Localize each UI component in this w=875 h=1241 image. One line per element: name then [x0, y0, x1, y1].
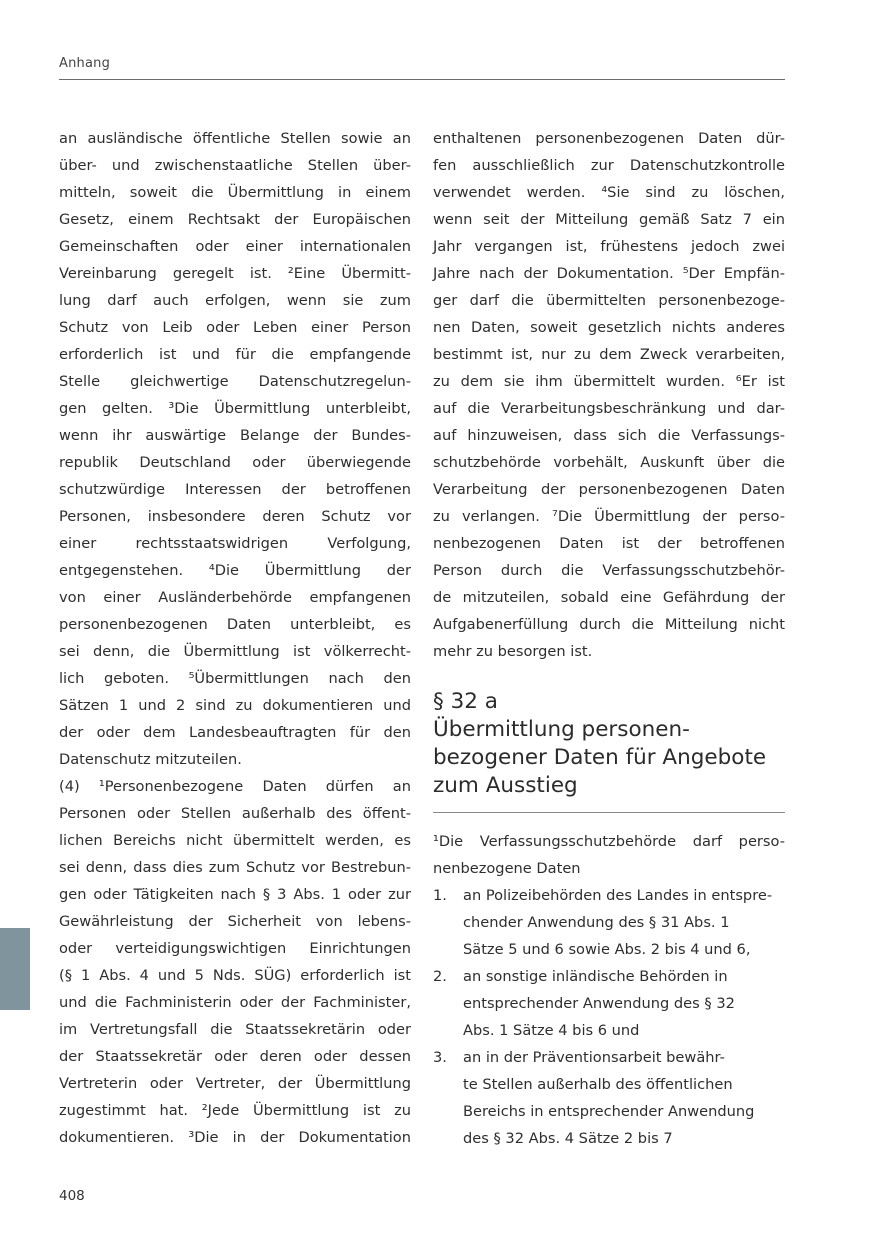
left-column — [59, 125, 411, 1151]
text-line: zu verlangen. ⁷Die Übermittlung der perso- — [433, 508, 785, 525]
text-line: von einer Ausländerbehörde empfangenen — [59, 589, 411, 606]
text-line: Person durch die Verfassungsschutzbehör- — [433, 562, 785, 579]
page-number: 408 — [59, 1188, 85, 1204]
list-item — [433, 882, 785, 963]
text-line: gen gelten. ³Die Übermittlung unterbleibt, — [59, 400, 411, 417]
text-line: zugestimmt hat. ²Jede Übermittlung ist zu — [59, 1102, 411, 1119]
text-line: fen ausschließlich zur Datenschutzkontrolle — [433, 157, 785, 174]
text-line: oder verteidigungswichtigen Einrichtungen — [59, 940, 411, 957]
section-title-line: zum Ausstieg — [433, 773, 578, 798]
text-line: der Staatssekretär oder deren oder dessen — [59, 1048, 411, 1065]
text-line: sei denn, die Übermittlung ist völkerrecht- — [59, 643, 411, 660]
text-line: wenn ihr auswärtige Belange der Bundes- — [59, 427, 411, 444]
list-item-line: Abs. 1 Sätze 4 bis 6 und — [463, 1022, 640, 1039]
text-line: republik Deutschland oder überwiegende — [59, 454, 411, 471]
text-line: Vereinbarung geregelt ist. ²Eine Übermitt- — [59, 265, 411, 282]
list-item — [433, 963, 785, 1044]
text-line: nen Daten, soweit gesetzlich nichts anderes — [433, 319, 785, 336]
text-line: (4) ¹Personenbezogene Daten dürfen an — [59, 778, 411, 795]
text-line: lich geboten. ⁵Übermittlungen nach den — [59, 670, 411, 687]
list-item-text — [463, 882, 785, 963]
running-head: Anhang — [59, 56, 111, 71]
text-line: schutzbehörde vorbehält, Auskunft über die — [433, 454, 785, 471]
list-item-text — [463, 963, 785, 1044]
text-line: Stelle gleichwertige Datenschutzregelun- — [59, 373, 411, 390]
text-line: bestimmt ist, nur zu dem Zweck verarbeiten, — [433, 346, 785, 363]
text-line: gen oder Tätigkeiten nach § 3 Abs. 1 oder zur — [59, 886, 411, 903]
text-line: mehr zu besorgen ist. — [433, 643, 593, 660]
text-line: der oder dem Landesbeauftragten für den — [59, 724, 411, 741]
section-body — [433, 828, 785, 1152]
text-line: schutzwürdige Interessen der betroffenen — [59, 481, 411, 498]
section-rule — [433, 812, 785, 813]
list-item-line: entsprechender Anwendung des § 32 — [463, 995, 735, 1012]
text-line: verwendet werden. ⁴Sie sind zu löschen, — [433, 184, 785, 201]
chapter-side-tab — [0, 928, 30, 1010]
text-line: zu dem sie ihm übermittelt wurden. ⁶Er ist — [433, 373, 785, 390]
text-line: Schutz von Leib oder Leben einer Person — [59, 319, 411, 336]
text-line: über- und zwischenstaatliche Stellen über- — [59, 157, 411, 174]
text-line: einer rechtsstaatswidrigen Verfolgung, — [59, 535, 411, 552]
text-line: ger darf die übermittelten personenbezoge- — [433, 292, 785, 309]
text-line: lung darf auch erfolgen, wenn sie zum — [59, 292, 411, 309]
text-line: auf hinzuweisen, dass sich die Verfassungs- — [433, 427, 785, 444]
text-line: sei denn, dass dies zum Schutz vor Bestrebun- — [59, 859, 411, 876]
text-line: Personen, insbesondere deren Schutz vor — [59, 508, 411, 525]
header-rule — [59, 79, 785, 80]
text-line: nenbezogenen Daten ist der betroffenen — [433, 535, 785, 552]
list-item-line: te Stellen außerhalb des öffentlichen — [463, 1076, 733, 1093]
section-number: § 32 a — [433, 689, 498, 714]
section-title-line: bezogener Daten für Angebote — [433, 745, 767, 770]
section-list — [433, 882, 785, 1152]
list-item-line: des § 32 Abs. 4 Sätze 2 bis 7 — [463, 1130, 673, 1147]
text-line: Personen oder Stellen außerhalb des öffent- — [59, 805, 411, 822]
list-item-line: an Polizeibehörden des Landes in entspre- — [463, 887, 773, 904]
text-line: Gewährleistung der Sicherheit von lebens- — [59, 913, 411, 930]
text-line: Jahr vergangen ist, frühestens jedoch zwei — [433, 238, 785, 255]
text-line: lichen Bereichs nicht übermittelt werden, es — [59, 832, 411, 849]
section-intro-line: ¹Die Verfassungsschutzbehörde darf perso- — [433, 833, 785, 850]
text-line: de mitzuteilen, sobald eine Gefährdung der — [433, 589, 785, 606]
text-line: Gesetz, einem Rechtsakt der Europäischen — [59, 211, 411, 228]
text-line: und die Fachministerin oder der Fachminister, — [59, 994, 411, 1011]
list-item-line: chender Anwendung des § 31 Abs. 1 — [463, 914, 730, 931]
text-line: mitteln, soweit die Übermittlung in einem — [59, 184, 411, 201]
text-line: enthaltenen personenbezogenen Daten dür- — [433, 130, 785, 147]
text-line: an ausländische öffentliche Stellen sowie an — [59, 130, 411, 147]
section-intro-line: nenbezogene Daten — [433, 860, 581, 877]
text-line: Vertreterin oder Vertreter, der Übermittlung — [59, 1075, 411, 1092]
list-item-text — [463, 1044, 785, 1152]
text-line: Aufgabenerfüllung durch die Mitteilung nicht — [433, 616, 785, 633]
text-line: erforderlich ist und für die empfangende — [59, 346, 411, 363]
section-heading — [433, 688, 785, 800]
list-item-line: Bereichs in entsprechender Anwendung — [463, 1103, 755, 1120]
text-line: dokumentieren. ³Die in der Dokumentation — [59, 1129, 411, 1146]
text-line: Sätzen 1 und 2 sind zu dokumentieren und — [59, 697, 411, 714]
list-item-number: 2. — [433, 968, 447, 985]
list-item-number: 3. — [433, 1049, 447, 1066]
list-item — [433, 1044, 785, 1152]
text-line: Verarbeitung der personenbezogenen Daten — [433, 481, 785, 498]
text-line: Jahre nach der Dokumentation. ⁵Der Empfän- — [433, 265, 785, 282]
text-line: auf die Verarbeitungsbeschränkung und dar- — [433, 400, 785, 417]
text-line: entgegenstehen. ⁴Die Übermittlung der — [59, 562, 411, 579]
list-item-line: Sätze 5 und 6 sowie Abs. 2 bis 4 und 6, — [463, 941, 751, 958]
text-line: im Vertretungsfall die Staatssekretärin oder — [59, 1021, 411, 1038]
section-title-line: Übermittlung personen- — [433, 717, 690, 742]
list-item-line: an in der Präventionsarbeit bewähr- — [463, 1049, 725, 1066]
list-item-number: 1. — [433, 887, 447, 904]
text-line: (§ 1 Abs. 4 und 5 Nds. SÜG) erforderlich ist — [59, 967, 411, 984]
right-column — [433, 125, 785, 665]
text-line: wenn seit der Mitteilung gemäß Satz 7 ein — [433, 211, 785, 228]
text-line: Gemeinschaften oder einer internationalen — [59, 238, 411, 255]
text-line: Datenschutz mitzuteilen. — [59, 751, 242, 768]
text-line: personenbezogenen Daten unterbleibt, es — [59, 616, 411, 633]
list-item-line: an sonstige inländische Behörden in — [463, 968, 728, 985]
